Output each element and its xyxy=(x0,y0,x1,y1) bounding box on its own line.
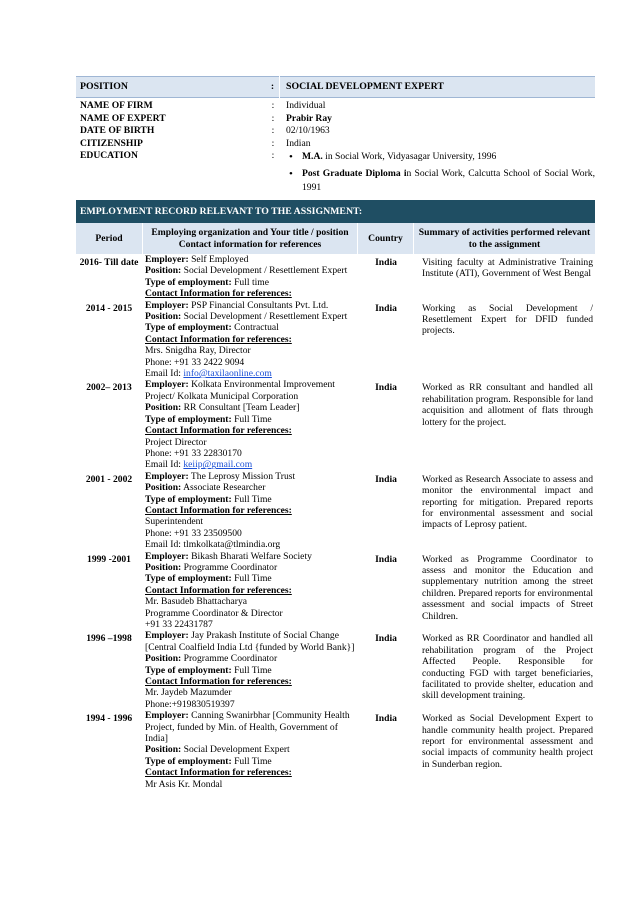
expert-info-table xyxy=(76,76,595,198)
period-cell: 1996 –1998 xyxy=(86,633,132,645)
type-label: Type of employment: xyxy=(145,322,232,334)
field-value: 02/10/1963 xyxy=(286,125,330,137)
position-line xyxy=(145,562,358,573)
contact-heading: Contact Information for references: xyxy=(145,288,292,300)
contact-line: Project Director xyxy=(145,436,207,448)
field-separator: : xyxy=(271,150,275,162)
email-link[interactable]: info@taxilaonline.com xyxy=(183,368,272,380)
type-line xyxy=(145,573,358,584)
summary-cell: Worked as RR consultant and handled all rehabilitation program. Responsible for land acquisition and allotment of flats through lottery for the project. xyxy=(422,382,593,428)
position-line xyxy=(145,265,358,276)
type-label: Type of employment: xyxy=(145,755,232,767)
country-cell: India xyxy=(375,713,397,725)
employment-record-table xyxy=(76,200,595,790)
summary-cell: Working as Social Development / Resettlement Expert for DFID funded projects. xyxy=(422,302,593,337)
employer-label: Employer: xyxy=(145,299,189,311)
employer-label: Employer: xyxy=(145,630,189,642)
education-item xyxy=(286,167,595,195)
employment-row xyxy=(76,551,595,631)
position-line xyxy=(145,653,358,664)
employer-name: Jay Prakash Institute of Social Change [Central Coalfield India Ltd {funded by World Bank}] xyxy=(145,630,355,653)
type-value: Full time xyxy=(231,276,269,288)
email-line xyxy=(145,368,358,379)
contact-line: Phone: +91 33 22830170 xyxy=(145,447,242,459)
field-value: Prabir Ray xyxy=(286,112,332,124)
field-label: CITIZENSHIP xyxy=(80,137,143,149)
contact-heading: Contact Information for references: xyxy=(145,333,292,345)
contact-heading: Contact Information for references: xyxy=(145,676,292,688)
period-cell: 1994 - 1996 xyxy=(85,713,133,725)
position-name: Social Development / Resettlement Expert xyxy=(181,265,348,277)
country-cell: India xyxy=(375,633,397,645)
employment-title: EMPLOYMENT RECORD RELEVANT TO THE ASSIGNMENT: xyxy=(76,200,595,223)
contact-heading: Contact Information for references: xyxy=(145,425,292,437)
type-label: Type of employment: xyxy=(145,413,232,425)
degree-detail: n Social Work, Calcutta School of Social Work, 1991 xyxy=(302,168,595,194)
employment-row xyxy=(76,471,595,551)
contact-line: Mrs. Snigdha Ray, Director xyxy=(145,345,251,357)
position-label: Position: xyxy=(145,653,182,665)
country-cell: India xyxy=(375,473,397,485)
summary-cell: Worked as Social Development Expert to handle community health project. Prepared report for environmental assessment and social impacts of community health project in Sunderban region. xyxy=(422,713,593,770)
position-label: POSITION xyxy=(80,81,128,93)
position-line xyxy=(145,402,358,413)
period-column-header: Period xyxy=(95,232,123,244)
employer-cell xyxy=(142,551,358,631)
type-value: Full Time xyxy=(231,493,272,505)
field-separators xyxy=(266,100,280,198)
employer-cell xyxy=(142,254,358,300)
field-value: Indian xyxy=(286,137,311,149)
country-cell: India xyxy=(375,302,397,314)
summary-cell: Worked as Research Associate to assess and monitor the environmental impact and reporting for mitigation. Prepared reports for environmental assessment and social impacts of Leprosy patient. xyxy=(422,473,593,531)
employer-line xyxy=(145,551,358,562)
type-value: Full Time xyxy=(231,664,272,676)
employer-name: Self Employed xyxy=(188,254,249,265)
employment-row xyxy=(76,254,595,300)
contact-line: +91 33 22431787 xyxy=(145,619,213,630)
country-cell: India xyxy=(375,382,397,394)
type-line xyxy=(145,494,358,505)
field-labels xyxy=(76,100,266,198)
contact-line: Superintendent xyxy=(145,516,204,528)
period-cell: 2001 - 2002 xyxy=(85,473,133,485)
summary-column-header: Summary of activities performed relevant to the assignment xyxy=(418,227,591,250)
field-separator: : xyxy=(271,112,275,124)
employment-row xyxy=(76,710,595,790)
type-value: Full Time xyxy=(231,573,272,585)
position-name: Programme Coordinator xyxy=(181,653,278,665)
employer-name: Canning Swanirbhar [Community Health Project, funded by Min. of Health, Government of India] xyxy=(145,710,350,745)
employer-cell xyxy=(142,471,358,551)
employer-cell xyxy=(142,379,358,470)
type-line xyxy=(145,756,358,767)
type-value: Contractual xyxy=(231,322,279,334)
contact-line: Phone:+919830519397 xyxy=(145,698,235,710)
employment-row xyxy=(76,379,595,470)
degree-name: M.A. xyxy=(302,151,323,163)
type-label: Type of employment: xyxy=(145,493,232,505)
field-label: NAME OF FIRM xyxy=(80,100,153,111)
type-value: Full Time xyxy=(231,755,272,767)
employer-cell xyxy=(142,630,358,710)
position-line xyxy=(145,482,358,493)
employment-row xyxy=(76,630,595,710)
period-cell: 1999 -2001 xyxy=(87,553,131,565)
type-label: Type of employment: xyxy=(145,276,232,288)
type-line xyxy=(145,322,358,333)
employer-line xyxy=(145,710,358,744)
employer-label: Employer: xyxy=(145,710,189,722)
position-name: RR Consultant [Team Leader] xyxy=(181,402,300,414)
employment-rows xyxy=(76,254,595,790)
position-name: Associate Researcher xyxy=(181,482,266,494)
type-value: Full Time xyxy=(231,413,272,425)
field-separator: : xyxy=(271,100,275,111)
position-value: SOCIAL DEVELOPMENT EXPERT xyxy=(286,81,444,93)
position-name: Social Development / Resettlement Expert xyxy=(181,311,348,323)
type-line xyxy=(145,414,358,425)
field-separator: : xyxy=(271,125,275,137)
field-value: Individual xyxy=(286,100,326,111)
degree-name: Post Graduate Diploma i xyxy=(302,168,407,180)
contact-line: Phone: +91 33 23509500 xyxy=(145,527,242,539)
field-label: DATE OF BIRTH xyxy=(80,125,155,137)
field-separator: : xyxy=(271,137,275,149)
email-line xyxy=(145,459,358,470)
employer-name: Kolkata Environmental Improvement Project/ Kolkata Municipal Corporation xyxy=(145,379,335,402)
position-line xyxy=(145,744,358,755)
employer-label: Employer: xyxy=(145,470,189,482)
contact-heading: Contact Information for references: xyxy=(145,584,292,596)
position-line xyxy=(145,311,358,322)
type-line xyxy=(145,665,358,676)
type-line xyxy=(145,277,358,288)
employer-label: Employer: xyxy=(145,379,189,391)
employer-line xyxy=(145,471,358,482)
summary-cell: Worked as RR Coordinator and handled all rehabilitation program of the Project Affected People. Responsible for conducting FGD with target beneficiaries, facilitated to provide shelter, education and skill development training. xyxy=(422,633,593,702)
position-label: Position: xyxy=(145,402,182,414)
contact-line: Email Id: tlmkolkata@tlmindia.org xyxy=(145,539,281,551)
summary-cell: Worked as Programme Coordinator to assess and monitor the Education and supplementary nutrition among the street children. Prepared reports for environmental assessment and social impacts of Street Children. xyxy=(422,553,593,622)
position-row xyxy=(76,76,595,98)
personal-details xyxy=(76,100,595,198)
education-list xyxy=(286,150,595,195)
education-item xyxy=(286,150,595,164)
country-cell: India xyxy=(375,257,397,268)
employer-cell xyxy=(142,710,358,790)
email-link[interactable]: keiip@gmail.com xyxy=(183,459,253,471)
employer-name: Bikash Bharati Welfare Society xyxy=(188,550,312,562)
position-name: Social Development Expert xyxy=(181,744,290,756)
employment-header-row xyxy=(76,223,595,254)
position-label: Position: xyxy=(145,482,182,494)
contact-line: Programme Coordinator & Director xyxy=(145,607,283,619)
field-label: NAME OF EXPERT xyxy=(80,112,166,124)
contact-line: Mr. Basudeb Bhattacharya xyxy=(145,596,248,608)
employer-label: Employer: xyxy=(145,254,189,265)
country-column-header: Country xyxy=(358,223,414,254)
position-label: Position: xyxy=(145,744,182,756)
country-cell: India xyxy=(375,553,397,565)
position-label: Position: xyxy=(145,311,182,323)
email-prefix: Email Id: xyxy=(145,368,184,380)
employer-name: The Leprosy Mission Trust xyxy=(188,470,296,482)
degree-detail: in Social Work, Vidyasagar University, 1996 xyxy=(322,151,497,163)
employer-cell xyxy=(142,300,358,380)
type-label: Type of employment: xyxy=(145,573,232,585)
contact-line: Mr. Jaydeb Mazumder xyxy=(145,687,232,699)
employment-row xyxy=(76,300,595,380)
employer-line xyxy=(145,379,358,402)
position-name: Programme Coordinator xyxy=(181,561,278,573)
type-label: Type of employment: xyxy=(145,664,232,676)
employer-line xyxy=(145,254,358,265)
employer-column-header: Employing organization and Your title / position Contact information for references xyxy=(142,223,358,254)
summary-cell: Visiting faculty at Administrative Training Institute (ATI), Government of West Bengal xyxy=(422,257,593,280)
contact-heading: Contact Information for references: xyxy=(145,767,292,779)
field-label: EDUCATION xyxy=(80,150,138,162)
period-cell: 2016- Till date xyxy=(79,257,139,268)
field-values xyxy=(280,100,595,198)
period-cell: 2014 - 2015 xyxy=(85,302,133,314)
position-separator: : xyxy=(266,76,280,98)
position-label: Position: xyxy=(145,561,182,573)
employer-label: Employer: xyxy=(145,550,189,562)
employer-name: PSP Financial Consultants Pvt. Ltd. xyxy=(188,299,329,311)
contact-heading: Contact Information for references: xyxy=(145,504,292,516)
period-cell: 2002– 2013 xyxy=(86,382,132,394)
contact-line: Phone: +91 33 2422 9094 xyxy=(145,356,245,368)
contact-line: Mr Asis Kr. Mondal xyxy=(145,778,223,790)
employer-line xyxy=(145,630,358,653)
employer-line xyxy=(145,300,358,311)
position-label: Position: xyxy=(145,265,182,277)
email-prefix: Email Id: xyxy=(145,459,184,471)
